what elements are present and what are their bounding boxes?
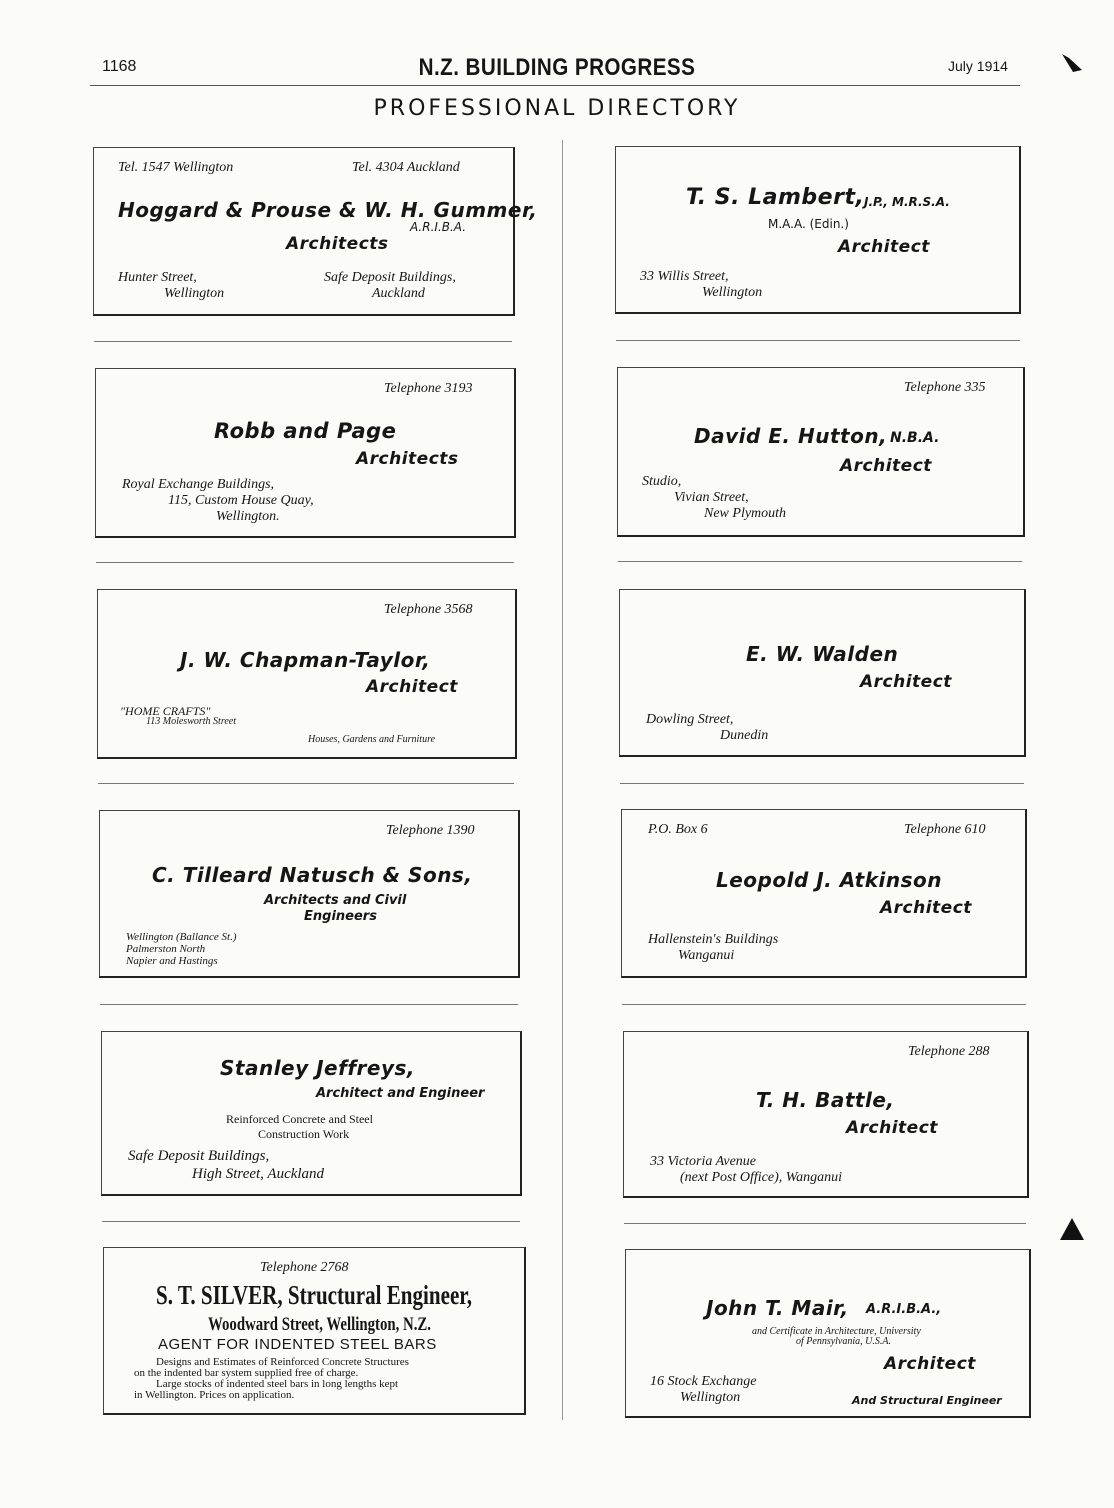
telephone: Telephone 3193 bbox=[384, 381, 473, 396]
telephone: Telephone 1390 bbox=[386, 823, 475, 838]
publication-title: N.Z. BUILDING PROGRESS bbox=[418, 54, 696, 81]
address-street: Vivian Street, bbox=[674, 490, 749, 505]
specialty-continued: Construction Work bbox=[258, 1127, 350, 1141]
architect-role: Architect bbox=[860, 672, 952, 692]
page-number: 1168 bbox=[102, 58, 137, 75]
card-separator bbox=[620, 783, 1024, 784]
address-napier: Napier and Hastings bbox=[126, 955, 218, 967]
address-street: 113 Molesworth Street bbox=[146, 716, 236, 727]
engineer-name: S. T. SILVER, Structural Engineer, bbox=[156, 1280, 472, 1310]
architect-name: E. W. Walden bbox=[746, 642, 899, 666]
architect-role: Architect bbox=[880, 898, 972, 918]
description-line-1: Designs and Estimates of Reinforced Concrete Structures bbox=[156, 1356, 409, 1368]
studio-name: "HOME CRAFTS" bbox=[120, 704, 211, 718]
card-separator bbox=[94, 341, 512, 342]
telephone: Telephone 2768 bbox=[260, 1260, 349, 1275]
telephone: Telephone 288 bbox=[908, 1044, 990, 1059]
card-separator bbox=[618, 561, 1022, 562]
telephone-auckland: Tel. 4304 Auckland bbox=[352, 160, 460, 175]
qualifications: A.R.I.B.A., bbox=[866, 1302, 942, 1317]
card-atkinson bbox=[621, 809, 1027, 978]
engineer-name: Stanley Jeffreys, bbox=[220, 1056, 415, 1080]
address-note: (next Post Office), Wanganui bbox=[680, 1170, 843, 1185]
agency: AGENT FOR INDENTED STEEL BARS bbox=[158, 1336, 437, 1353]
column-divider bbox=[562, 140, 563, 1420]
card-separator bbox=[96, 562, 514, 563]
address-street: 33 Willis Street, bbox=[640, 269, 729, 284]
header-rule bbox=[90, 85, 1020, 86]
specialty: Reinforced Concrete and Steel bbox=[226, 1112, 373, 1126]
card-separator bbox=[102, 1221, 520, 1222]
engineer-street: Woodward Street, Wellington, N.Z. bbox=[208, 1314, 432, 1335]
address-wellington-city: Wellington bbox=[164, 286, 225, 301]
card-jeffreys bbox=[101, 1031, 522, 1196]
po-box: P.O. Box 6 bbox=[648, 822, 708, 837]
corner-mark-icon bbox=[1060, 52, 1086, 78]
certificate: and Certificate in Architecture, University bbox=[752, 1326, 921, 1337]
qualifications: N.B.A. bbox=[890, 430, 940, 446]
firm-name: Robb and Page bbox=[214, 419, 397, 443]
card-separator bbox=[98, 783, 514, 784]
address-auckland-city: Auckland bbox=[372, 286, 425, 301]
card-separator bbox=[624, 1223, 1026, 1224]
architect-role: Architect bbox=[838, 237, 930, 257]
card-hoggard-prouse bbox=[93, 147, 538, 316]
qualifications-secondary: M.A.A. (Edin.) bbox=[768, 217, 849, 231]
address-city: Wellington bbox=[680, 1390, 741, 1405]
address-building: Royal Exchange Buildings, bbox=[122, 477, 275, 492]
telephone: Telephone 335 bbox=[904, 380, 986, 395]
address-building: Safe Deposit Buildings, bbox=[128, 1148, 270, 1164]
directory-title: PROFESSIONAL DIRECTORY bbox=[373, 96, 741, 121]
address-palmerston: Palmerston North bbox=[126, 943, 206, 955]
margin-mark-icon bbox=[1058, 1216, 1086, 1244]
address-building: 16 Stock Exchange bbox=[650, 1374, 757, 1389]
issue-date: July 1914 bbox=[948, 58, 1008, 74]
firm-role-continued: Engineers bbox=[304, 909, 377, 924]
architect-name: John T. Mair, bbox=[706, 1296, 849, 1320]
address-street: High Street, Auckland bbox=[192, 1166, 325, 1182]
address-wellington-street: Hunter Street, bbox=[118, 270, 197, 285]
card-natusch bbox=[99, 810, 520, 978]
firm-role: Architects bbox=[286, 234, 389, 254]
card-hutton bbox=[617, 367, 1025, 537]
card-chapman-taylor bbox=[97, 589, 517, 759]
qualifications: J.P., M.R.S.A. bbox=[864, 195, 950, 209]
address-street: 33 Victoria Avenue bbox=[650, 1154, 757, 1169]
firm-name: C. Tilleard Natusch & Sons, bbox=[152, 863, 473, 887]
address-street: Dowling Street, bbox=[646, 712, 734, 727]
architect-role: Architect bbox=[840, 456, 932, 476]
qualifications: A.R.I.B.A. bbox=[410, 220, 467, 234]
firm-role: Architects and Civil bbox=[264, 893, 407, 908]
card-separator bbox=[616, 340, 1020, 341]
address-city: Dunedin bbox=[720, 728, 769, 743]
architect-name: T. S. Lambert, bbox=[686, 185, 865, 210]
address-street: 115, Custom House Quay, bbox=[168, 493, 314, 508]
address-city: Wellington bbox=[702, 285, 763, 300]
address-wellington: Wellington (Ballance St.) bbox=[126, 931, 237, 943]
card-walden bbox=[619, 589, 1026, 757]
card-separator bbox=[100, 1004, 518, 1005]
architect-role: Architect bbox=[846, 1118, 938, 1138]
engineer-role: Architect and Engineer bbox=[316, 1086, 485, 1101]
certificate-continued: of Pennsylvania, U.S.A. bbox=[796, 1336, 891, 1347]
card-silver bbox=[103, 1247, 526, 1415]
card-battle bbox=[623, 1031, 1029, 1198]
card-mair bbox=[625, 1249, 1031, 1418]
address-studio: Studio, bbox=[642, 474, 682, 489]
architect-name: David E. Hutton, bbox=[694, 424, 888, 448]
card-separator bbox=[622, 1004, 1026, 1005]
description-line-2: on the indented bar system supplied free of charge. bbox=[134, 1367, 359, 1379]
architect-name: J. W. Chapman-Taylor, bbox=[180, 648, 431, 672]
architect-role: Architect bbox=[884, 1354, 976, 1374]
address-city: New Plymouth bbox=[704, 506, 787, 521]
architect-role: Architect bbox=[366, 677, 458, 697]
address-city: Wellington. bbox=[216, 509, 280, 524]
telephone-wellington: Tel. 1547 Wellington bbox=[118, 160, 234, 175]
card-robb-page bbox=[95, 368, 516, 538]
firm-name: Hoggard & Prouse & W. H. Gummer, bbox=[118, 198, 538, 222]
address-auckland-building: Safe Deposit Buildings, bbox=[324, 270, 456, 285]
telephone: Telephone 3568 bbox=[384, 602, 473, 617]
architect-name: Leopold J. Atkinson bbox=[716, 868, 942, 892]
tagline: Houses, Gardens and Furniture bbox=[308, 734, 436, 745]
address-city: Wanganui bbox=[678, 948, 735, 963]
secondary-role: And Structural Engineer bbox=[852, 1394, 1002, 1407]
architect-name: T. H. Battle, bbox=[756, 1088, 895, 1112]
telephone: Telephone 610 bbox=[904, 822, 986, 837]
card-lambert bbox=[615, 146, 1021, 314]
address-building: Hallenstein's Buildings bbox=[648, 932, 779, 947]
firm-role: Architects bbox=[356, 449, 459, 469]
description-line-3: Large stocks of indented steel bars in long lengths kept bbox=[156, 1378, 399, 1390]
description-line-4: in Wellington. Prices on application. bbox=[134, 1389, 295, 1401]
